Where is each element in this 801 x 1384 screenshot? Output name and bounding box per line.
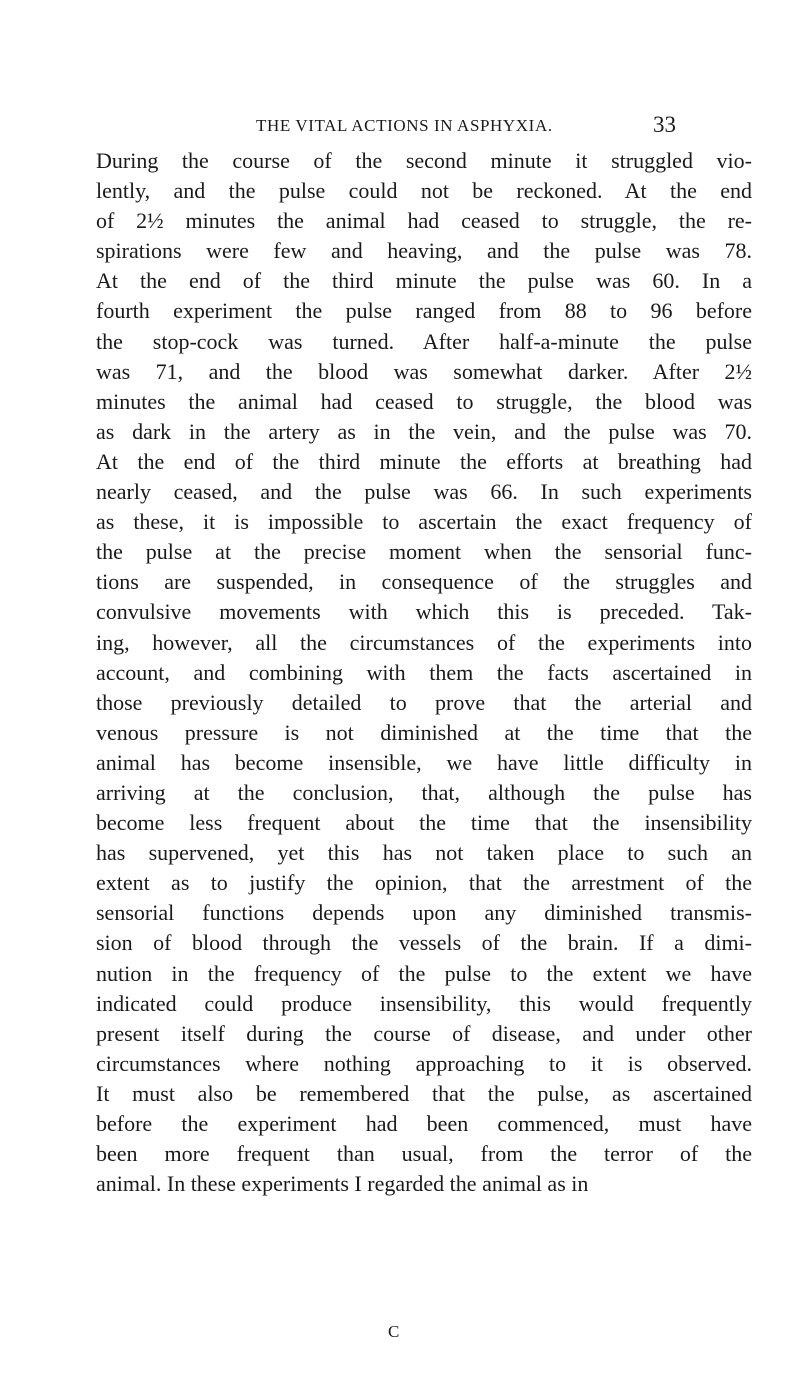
text-line: animal has become insensible, we have little difficulty in bbox=[96, 749, 752, 775]
running-header: THE VITAL ACTIONS IN ASPHYXIA. bbox=[256, 116, 553, 135]
text-line: has supervened, yet this has not taken place to such an bbox=[96, 840, 752, 866]
text-line: as dark in the artery as in the vein, and the pulse was 70. bbox=[96, 418, 752, 444]
text-line: the stop-cock was turned. After half-a-minute the pulse bbox=[96, 328, 752, 354]
text-line: those previously detailed to prove that the arterial and bbox=[96, 689, 752, 715]
text-line: was 71, and the blood was somewhat darker. After 2½ bbox=[96, 358, 752, 384]
text-line: At the end of the third minute the pulse was 60. In a bbox=[96, 268, 752, 294]
text-line: At the end of the third minute the efforts at breathing had bbox=[96, 448, 752, 474]
text-line: circumstances where nothing approaching to it is observed. bbox=[96, 1050, 752, 1076]
text-line: sensorial functions depends upon any diminished transmis- bbox=[96, 900, 752, 926]
text-line: nution in the frequency of the pulse to the extent we have bbox=[96, 960, 752, 986]
text-line: minutes the animal had ceased to struggle, the blood was bbox=[96, 388, 752, 414]
text-line: indicated could produce insensibility, this would frequently bbox=[96, 990, 752, 1016]
text-line: animal. In these experiments I regarded the animal as in bbox=[96, 1171, 589, 1197]
text-line: ing, however, all the circumstances of the experiments into bbox=[96, 629, 752, 655]
text-line: spirations were few and heaving, and the pulse was 78. bbox=[96, 238, 752, 264]
text-line: tions are suspended, in consequence of the struggles and bbox=[96, 569, 752, 595]
signature-mark: C bbox=[388, 1322, 401, 1341]
text-line: nearly ceased, and the pulse was 66. In such experiments bbox=[96, 479, 752, 505]
text-line: present itself during the course of disease, and under other bbox=[96, 1020, 752, 1046]
text-line: become less frequent about the time that the insensibility bbox=[96, 810, 752, 836]
text-line: been more frequent than usual, from the terror of the bbox=[96, 1141, 752, 1167]
text-line: sion of blood through the vessels of the brain. If a dimi- bbox=[96, 930, 752, 956]
text-line: convulsive movements with which this is preceded. Tak- bbox=[96, 599, 752, 625]
text-line: the pulse at the precise moment when the sensorial func- bbox=[96, 539, 752, 565]
text-line: It must also be remembered that the pulse, as ascertained bbox=[96, 1080, 752, 1106]
page-number: 33 bbox=[653, 112, 676, 137]
body-text bbox=[96, 146, 752, 1199]
text-line: extent as to justify the opinion, that the arrestment of the bbox=[96, 870, 752, 896]
text-line: account, and combining with them the facts ascertained in bbox=[96, 659, 752, 685]
text-line: of 2½ minutes the animal had ceased to struggle, the re- bbox=[96, 208, 752, 234]
text-line: fourth experiment the pulse ranged from 88 to 96 before bbox=[96, 298, 752, 324]
text-line: before the experiment had been commenced, must have bbox=[96, 1111, 752, 1136]
text-line: lently, and the pulse could not be reckoned. At the end bbox=[96, 178, 752, 204]
text-line: as these, it is impossible to ascertain the exact frequency of bbox=[96, 509, 752, 535]
text-line: arriving at the conclusion, that, although the pulse has bbox=[96, 779, 752, 805]
text-line: venous pressure is not diminished at the time that the bbox=[96, 719, 752, 745]
text-line: During the course of the second minute it struggled vio- bbox=[96, 148, 752, 173]
